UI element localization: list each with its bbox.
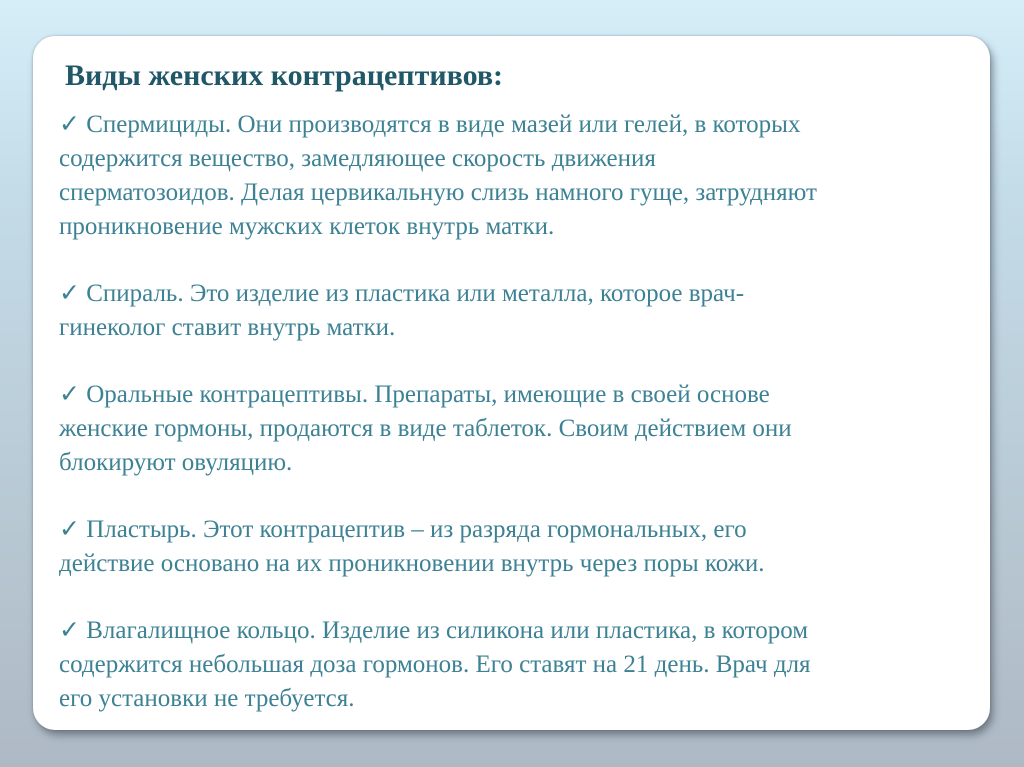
item-text-line: действие основано на их проникновении внутрь через поры кожи.	[59, 550, 765, 577]
check-icon: ✓	[59, 617, 80, 644]
item-text-line: женские гормоны, продаются в виде таблеток. Своим действием они	[59, 415, 792, 442]
item-text-line: его установки не требуется.	[59, 685, 355, 712]
list-item-vaginal-ring	[59, 614, 989, 716]
bullet-list	[59, 108, 989, 749]
item-text-line: содержится небольшая доза гормонов. Его ставят на 21 день. Врач для	[59, 651, 811, 678]
item-text-line: Оральные контрацептивы. Препараты, имеющие в своей основе	[86, 381, 770, 408]
check-icon: ✓	[59, 111, 80, 138]
item-text-line: Влагалищное кольцо. Изделие из силикона или пластика, в котором	[86, 617, 809, 644]
list-item-patch	[59, 513, 989, 581]
item-text-line: содержится вещество, замедляющее скорость движения	[59, 145, 656, 172]
item-text-line: проникновение мужских клеток внутрь матки.	[59, 213, 555, 240]
check-icon: ✓	[59, 516, 80, 543]
item-text-line: блокируют овуляцию.	[59, 449, 293, 476]
item-text-line: сперматозоидов. Делая цервикальную слизь намного гуще, затрудняют	[59, 179, 817, 206]
check-icon: ✓	[59, 280, 80, 307]
list-item-oral-contraceptives	[59, 378, 989, 480]
slide-title: Виды женских контрацептивов:	[65, 59, 504, 92]
item-text-line: Спираль. Это изделие из пластика или металла, которое врач-	[86, 280, 745, 307]
check-icon: ✓	[59, 381, 80, 408]
item-text-line: Пластырь. Этот контрацептив – из разряда гормональных, его	[86, 516, 747, 543]
item-text-line: Спермициды. Они производятся в виде мазей или гелей, в которых	[86, 111, 801, 138]
item-text-line: гинеколог ставит внутрь матки.	[59, 314, 396, 341]
list-item-spermicides	[59, 108, 989, 244]
list-item-spiral	[59, 277, 989, 345]
